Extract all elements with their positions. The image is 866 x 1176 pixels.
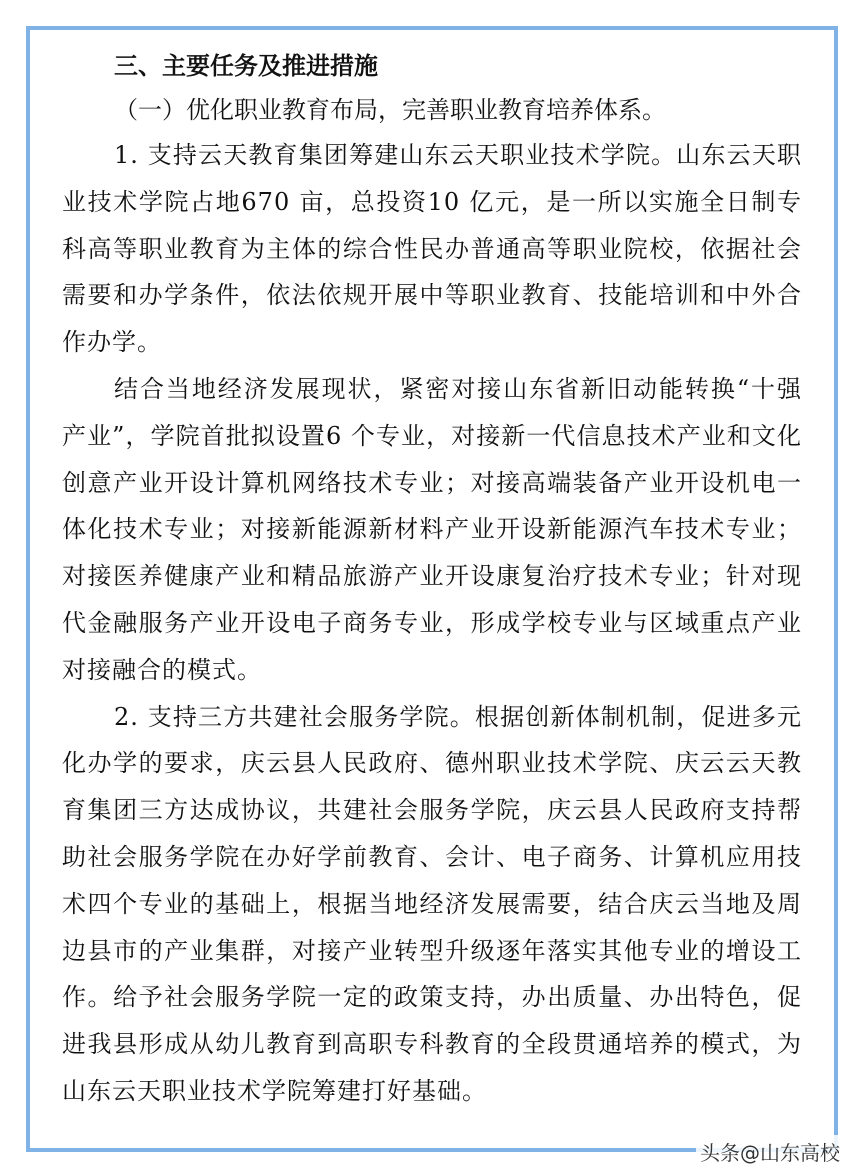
paragraph-3: 2. 支持三方共建社会服务学院。根据创新体制机制，促进多元化办学的要求，庆云县人民政府、德州职业技术学院、庆云云天教育集团三方达成协议，共建社会服务学院，庆云县人民政府支持帮助社会服务学院在办好学前教育、会计、电子商务、计算机应用技术四个专业的基础上，根据当地经济发展需要，结合庆云当地及周边县市的产业集群，对接产业转型升级逐年落实其他专业的增设工作。给予社会服务学院一定的政策支持，办出质量、办出特色，促进我县形成从幼儿教育到高职专科教育的全段贯通培养的模式，为山东云天职业技术学院筹建打好基础。 xyxy=(62,702,802,1105)
paragraph-2: 结合当地经济发展现状，紧密对接山东省新旧动能转换“十强产业”，学院首批拟设置6 个专业，对接新一代信息技术产业和文化创意产业开设计算机网络技术专业；对接高端装备产业开设机电一体化技术专业；对接新能源新材料产业开设新能源汽车技术专业；对接医养健康产业和精品旅游产业开设康复治疗技术专业；针对现代金融服务产业开设电子商务专业，形成学校专业与区域重点产业对接融合的模式。 xyxy=(62,374,802,684)
subsection-heading: （一）优化职业教育布局，完善职业教育培养体系。 xyxy=(114,96,666,124)
watermark-label: 头条@山东高校 xyxy=(696,1135,844,1168)
paragraph-1: 1. 支持云天教育集团筹建山东云天职业技术学院。山东云天职业技术学院占地670 亩，总投资10 亿元，是一所以实施全日制专科高等职业教育为主体的综合性民办普通高等职业院校，依据社会需要和办学条件，依法依规开展中等职业教育、技能培训和中外合作办学。 xyxy=(62,141,802,357)
document-body xyxy=(62,44,802,1115)
section-heading: 三、主要任务及推进措施 xyxy=(114,52,378,80)
